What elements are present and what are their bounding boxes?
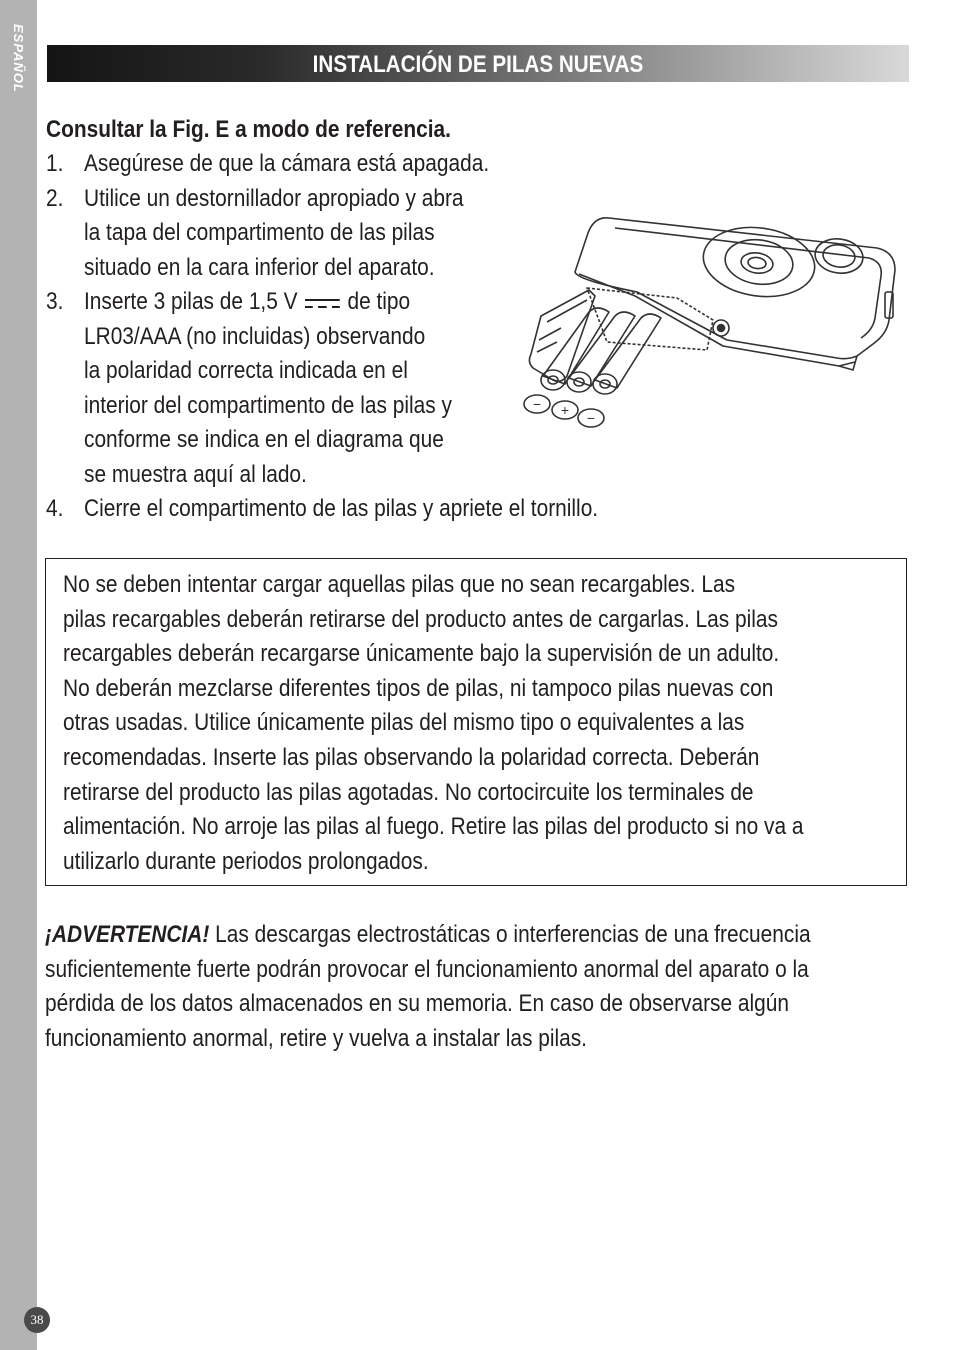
step-line: conforme se indica en el diagrama que xyxy=(84,426,444,453)
step-line: Asegúrese de que la cámara está apagada. xyxy=(84,150,490,177)
polarity-mark: − xyxy=(586,410,596,426)
step-line: LR03/AAA (no incluidas) observando xyxy=(84,322,426,350)
step-line: situado en la cara inferior del aparato. xyxy=(84,253,435,281)
step-line: se muestra aquí al lado. xyxy=(84,460,307,488)
step-number: 4. xyxy=(46,495,64,522)
camera-body xyxy=(575,218,895,359)
step-line: la polaridad correcta indicada en el xyxy=(84,357,408,384)
battery-door xyxy=(529,290,595,381)
step-line: la tapa del compartimento de las pilas xyxy=(84,219,435,246)
step-text: Inserte 3 pilas de 1,5 V xyxy=(84,288,298,315)
notice-line: pilas recargables deberán retirarse del producto antes de cargarlas. Las pilas xyxy=(63,605,778,633)
step-number: 2. xyxy=(46,184,64,212)
polarity-mark: + xyxy=(560,402,570,418)
warning-text: Las descargas electrostáticas o interferencias de una frecuencia xyxy=(209,921,811,948)
section-header-bar xyxy=(47,45,909,82)
esd-warning xyxy=(45,918,915,1056)
battery-compartment-illustration xyxy=(517,200,907,440)
step-4 xyxy=(46,492,916,527)
battery-notice-text xyxy=(63,568,881,879)
notice-line: alimentación. No arroje las pilas al fuego. Retire las pilas del producto si no va a xyxy=(63,813,804,841)
step-text: de tipo xyxy=(347,288,411,315)
notice-line: recomendadas. Inserte las pilas observando la polaridad correcta. Deberán xyxy=(63,743,760,771)
notice-line: No deberán mezclarse diferentes tipos de pilas, ni tampoco pilas nuevas con xyxy=(63,674,774,702)
batteries xyxy=(541,308,661,394)
lens-outer xyxy=(699,221,819,304)
notice-line: otras usadas. Utilice únicamente pilas del mismo tipo o equivalentes a las xyxy=(63,709,745,737)
figure-reference: Consultar la Fig. E a modo de referencia. xyxy=(46,116,451,143)
warning-line xyxy=(45,918,915,953)
step-line: Cierre el compartimento de las pilas y apriete el tornillo. xyxy=(84,495,599,522)
language-label: ESPAÑOL xyxy=(11,24,26,93)
language-side-strip xyxy=(0,0,37,1350)
warning-line: funcionamiento anormal, retire y vuelva a instalar las pilas. xyxy=(45,1024,587,1052)
notice-line: retirarse del producto las pilas agotadas. No cortocircuite los terminales de xyxy=(63,778,754,806)
page-number: 38 xyxy=(24,1307,50,1333)
section-title: INSTALACIÓN DE PILAS NUEVAS xyxy=(312,51,644,78)
step-line: interior del compartimento de las pilas y xyxy=(84,391,452,419)
step-1 xyxy=(46,147,916,182)
notice-line: utilizarlo durante periodos prolongados. xyxy=(63,847,429,875)
polarity-mark: − xyxy=(532,396,542,412)
direct-current-icon xyxy=(303,296,341,310)
step-line: Utilice un destornillador apropiado y abra xyxy=(84,184,464,212)
warning-label: ¡ADVERTENCIA! xyxy=(45,921,210,948)
notice-line: No se deben intentar cargar aquellas pilas que no sean recargables. Las xyxy=(63,571,736,598)
warning-line: pérdida de los datos almacenados en su memoria. En caso de observarse algún xyxy=(45,990,790,1017)
step-number: 1. xyxy=(46,150,64,177)
step-number: 3. xyxy=(46,288,64,315)
battery-notice-box xyxy=(45,558,907,886)
notice-line: recargables deberán recargarse únicamente bajo la supervisión de un adulto. xyxy=(63,640,780,668)
warning-line: suficientemente fuerte podrán provocar el funcionamiento anormal del aparato o la xyxy=(45,955,809,983)
